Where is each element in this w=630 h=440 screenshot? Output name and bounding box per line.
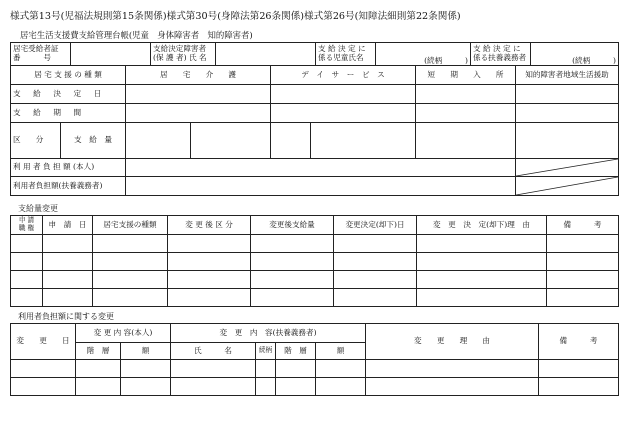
burden-self-label: 利 用 者 負 担 額 (本人) <box>11 159 126 177</box>
short-amount[interactable] <box>416 123 516 159</box>
home-category[interactable] <box>126 123 191 159</box>
category-label: 区 分 <box>11 123 61 159</box>
period-day[interactable] <box>271 104 416 123</box>
cell[interactable] <box>93 235 168 253</box>
decision-date-day[interactable] <box>271 85 416 104</box>
table-row <box>11 253 619 271</box>
day-amount[interactable] <box>311 123 416 159</box>
cell[interactable] <box>43 271 93 289</box>
burden-reason-header: 変 更 理 由 <box>366 324 539 360</box>
cell[interactable] <box>316 360 366 378</box>
supporter-value[interactable] <box>531 43 619 66</box>
cell[interactable] <box>417 235 547 253</box>
cell[interactable] <box>43 253 93 271</box>
amount2-header: 額 <box>316 343 366 360</box>
cell[interactable] <box>251 289 334 307</box>
cell[interactable] <box>334 235 417 253</box>
table-row <box>11 360 619 378</box>
group-amount[interactable] <box>516 123 619 159</box>
burden-self-value[interactable] <box>126 159 516 177</box>
change-table <box>10 215 619 307</box>
decision-date-label: 支 給 決 定 日 <box>11 85 126 104</box>
decision-date-short[interactable] <box>416 85 516 104</box>
cell[interactable] <box>539 378 619 396</box>
burden-support-header: 変 更 内 容(扶養義務者) <box>171 324 366 343</box>
change-cat-header: 変 更 後 区 分 <box>168 216 251 235</box>
burden-date-header: 変 更 日 <box>11 324 76 360</box>
period-home[interactable] <box>126 104 271 123</box>
cell[interactable] <box>168 235 251 253</box>
form-title: 様式第13号(児福法規則第15条関係)様式第30号(身障法第26条関係)様式第26号(知障法細則第22条関係) <box>10 11 461 22</box>
change-dec-header: 変更決定(却下)日 <box>334 216 417 235</box>
table-row <box>11 235 619 253</box>
burden-section-title: 利用者負担額に関する変更 <box>18 312 114 321</box>
burden-self-header: 変 更 内 容(本人) <box>76 324 171 343</box>
cell[interactable] <box>11 235 43 253</box>
main-table <box>10 65 619 196</box>
cell[interactable] <box>366 378 539 396</box>
relation-header: 続柄 <box>256 343 276 360</box>
cell[interactable] <box>168 271 251 289</box>
change-note-header: 備 考 <box>547 216 619 235</box>
recipient-no-value[interactable] <box>71 43 151 66</box>
cell[interactable] <box>121 360 171 378</box>
name-header: 氏 名 <box>171 343 256 360</box>
cell[interactable] <box>11 378 76 396</box>
change-section-title: 支給量変更 <box>18 204 58 213</box>
home-care-header: 居 宅 介 護 <box>126 66 271 85</box>
cell[interactable] <box>93 289 168 307</box>
cell[interactable] <box>251 271 334 289</box>
home-amount[interactable] <box>191 123 271 159</box>
change-app-header: 申 請 職 権 <box>11 216 43 235</box>
cell[interactable] <box>93 253 168 271</box>
period-label: 支 給 期 間 <box>11 104 126 123</box>
diagonal-line <box>516 177 618 195</box>
cell[interactable] <box>417 253 547 271</box>
burden-note-header: 備 考 <box>539 324 619 360</box>
cell[interactable] <box>171 360 256 378</box>
change-date-header: 申 請 日 <box>43 216 93 235</box>
cell[interactable] <box>547 271 619 289</box>
change-reason-header: 変 更 決 定(却下)理 由 <box>417 216 547 235</box>
cell[interactable] <box>168 253 251 271</box>
tier2-header: 階 層 <box>276 343 316 360</box>
tier-header: 階 層 <box>76 343 121 360</box>
child-name-label: 支 給 決 定 に 係る児童氏名 <box>316 43 376 66</box>
cell[interactable] <box>417 289 547 307</box>
table-row <box>11 378 619 396</box>
change-amt-header: 変更後支給量 <box>251 216 334 235</box>
amount-header: 額 <box>121 343 171 360</box>
child-name-value[interactable] <box>376 43 471 66</box>
burden-support-label: 利用者負担額(扶養義務者) <box>11 177 126 196</box>
cell[interactable] <box>334 253 417 271</box>
cell[interactable] <box>171 378 256 396</box>
cell[interactable] <box>334 271 417 289</box>
cell[interactable] <box>11 253 43 271</box>
cell[interactable] <box>256 378 276 396</box>
cell[interactable] <box>43 235 93 253</box>
burden-support-value[interactable] <box>126 177 516 196</box>
cell[interactable] <box>417 271 547 289</box>
decision-date-group[interactable] <box>516 85 619 104</box>
kind-header: 居 宅 支 援 の 種 類 <box>11 66 126 85</box>
cell[interactable] <box>256 360 276 378</box>
cell[interactable] <box>168 289 251 307</box>
form-subtitle: 居宅生活支援費支給管理台帳(児童 身体障害者 知的障害者) <box>20 30 253 40</box>
decision-date-home[interactable] <box>126 85 271 104</box>
day-service-header: デ イ サ ー ビ ス <box>271 66 416 85</box>
day-category[interactable] <box>271 123 311 159</box>
decided-person-value[interactable] <box>216 43 316 66</box>
short-stay-header: 短 期 入 所 <box>416 66 516 85</box>
cell[interactable] <box>11 289 43 307</box>
cell[interactable] <box>316 378 366 396</box>
cell[interactable] <box>76 378 121 396</box>
burden-support-group <box>516 177 619 196</box>
cell[interactable] <box>547 235 619 253</box>
cell[interactable] <box>251 253 334 271</box>
cell[interactable] <box>276 360 316 378</box>
cell[interactable] <box>547 289 619 307</box>
diagonal-line <box>516 159 618 176</box>
cell[interactable] <box>366 360 539 378</box>
recipient-no-label: 居宅受給者証 番 号 <box>11 43 71 66</box>
change-kind-header: 居宅支援の種類 <box>93 216 168 235</box>
cell[interactable] <box>93 271 168 289</box>
cell[interactable] <box>334 289 417 307</box>
cell[interactable] <box>43 289 93 307</box>
cell[interactable] <box>11 271 43 289</box>
cell[interactable] <box>276 378 316 396</box>
burden-self-group <box>516 159 619 177</box>
info-table <box>10 42 619 66</box>
burden-table <box>10 323 619 396</box>
period-group[interactable] <box>516 104 619 123</box>
cell[interactable] <box>547 253 619 271</box>
child-relation: (続柄 ) <box>424 55 468 65</box>
table-row <box>11 289 619 307</box>
cell[interactable] <box>539 360 619 378</box>
cell[interactable] <box>11 360 76 378</box>
cell[interactable] <box>121 378 171 396</box>
supporter-relation: (続柄 ) <box>572 55 616 65</box>
period-short[interactable] <box>416 104 516 123</box>
amount-label: 支 給 量 <box>61 123 126 159</box>
supporter-label: 支 給 決 定 に 係る扶養義務者 <box>471 43 531 66</box>
decided-person-label: 支給決定障害者 (保 護 者) 氏 名 <box>151 43 216 66</box>
cell[interactable] <box>76 360 121 378</box>
cell[interactable] <box>251 235 334 253</box>
group-home-header: 知的障害者地域生活援助 <box>516 66 619 85</box>
table-row <box>11 271 619 289</box>
